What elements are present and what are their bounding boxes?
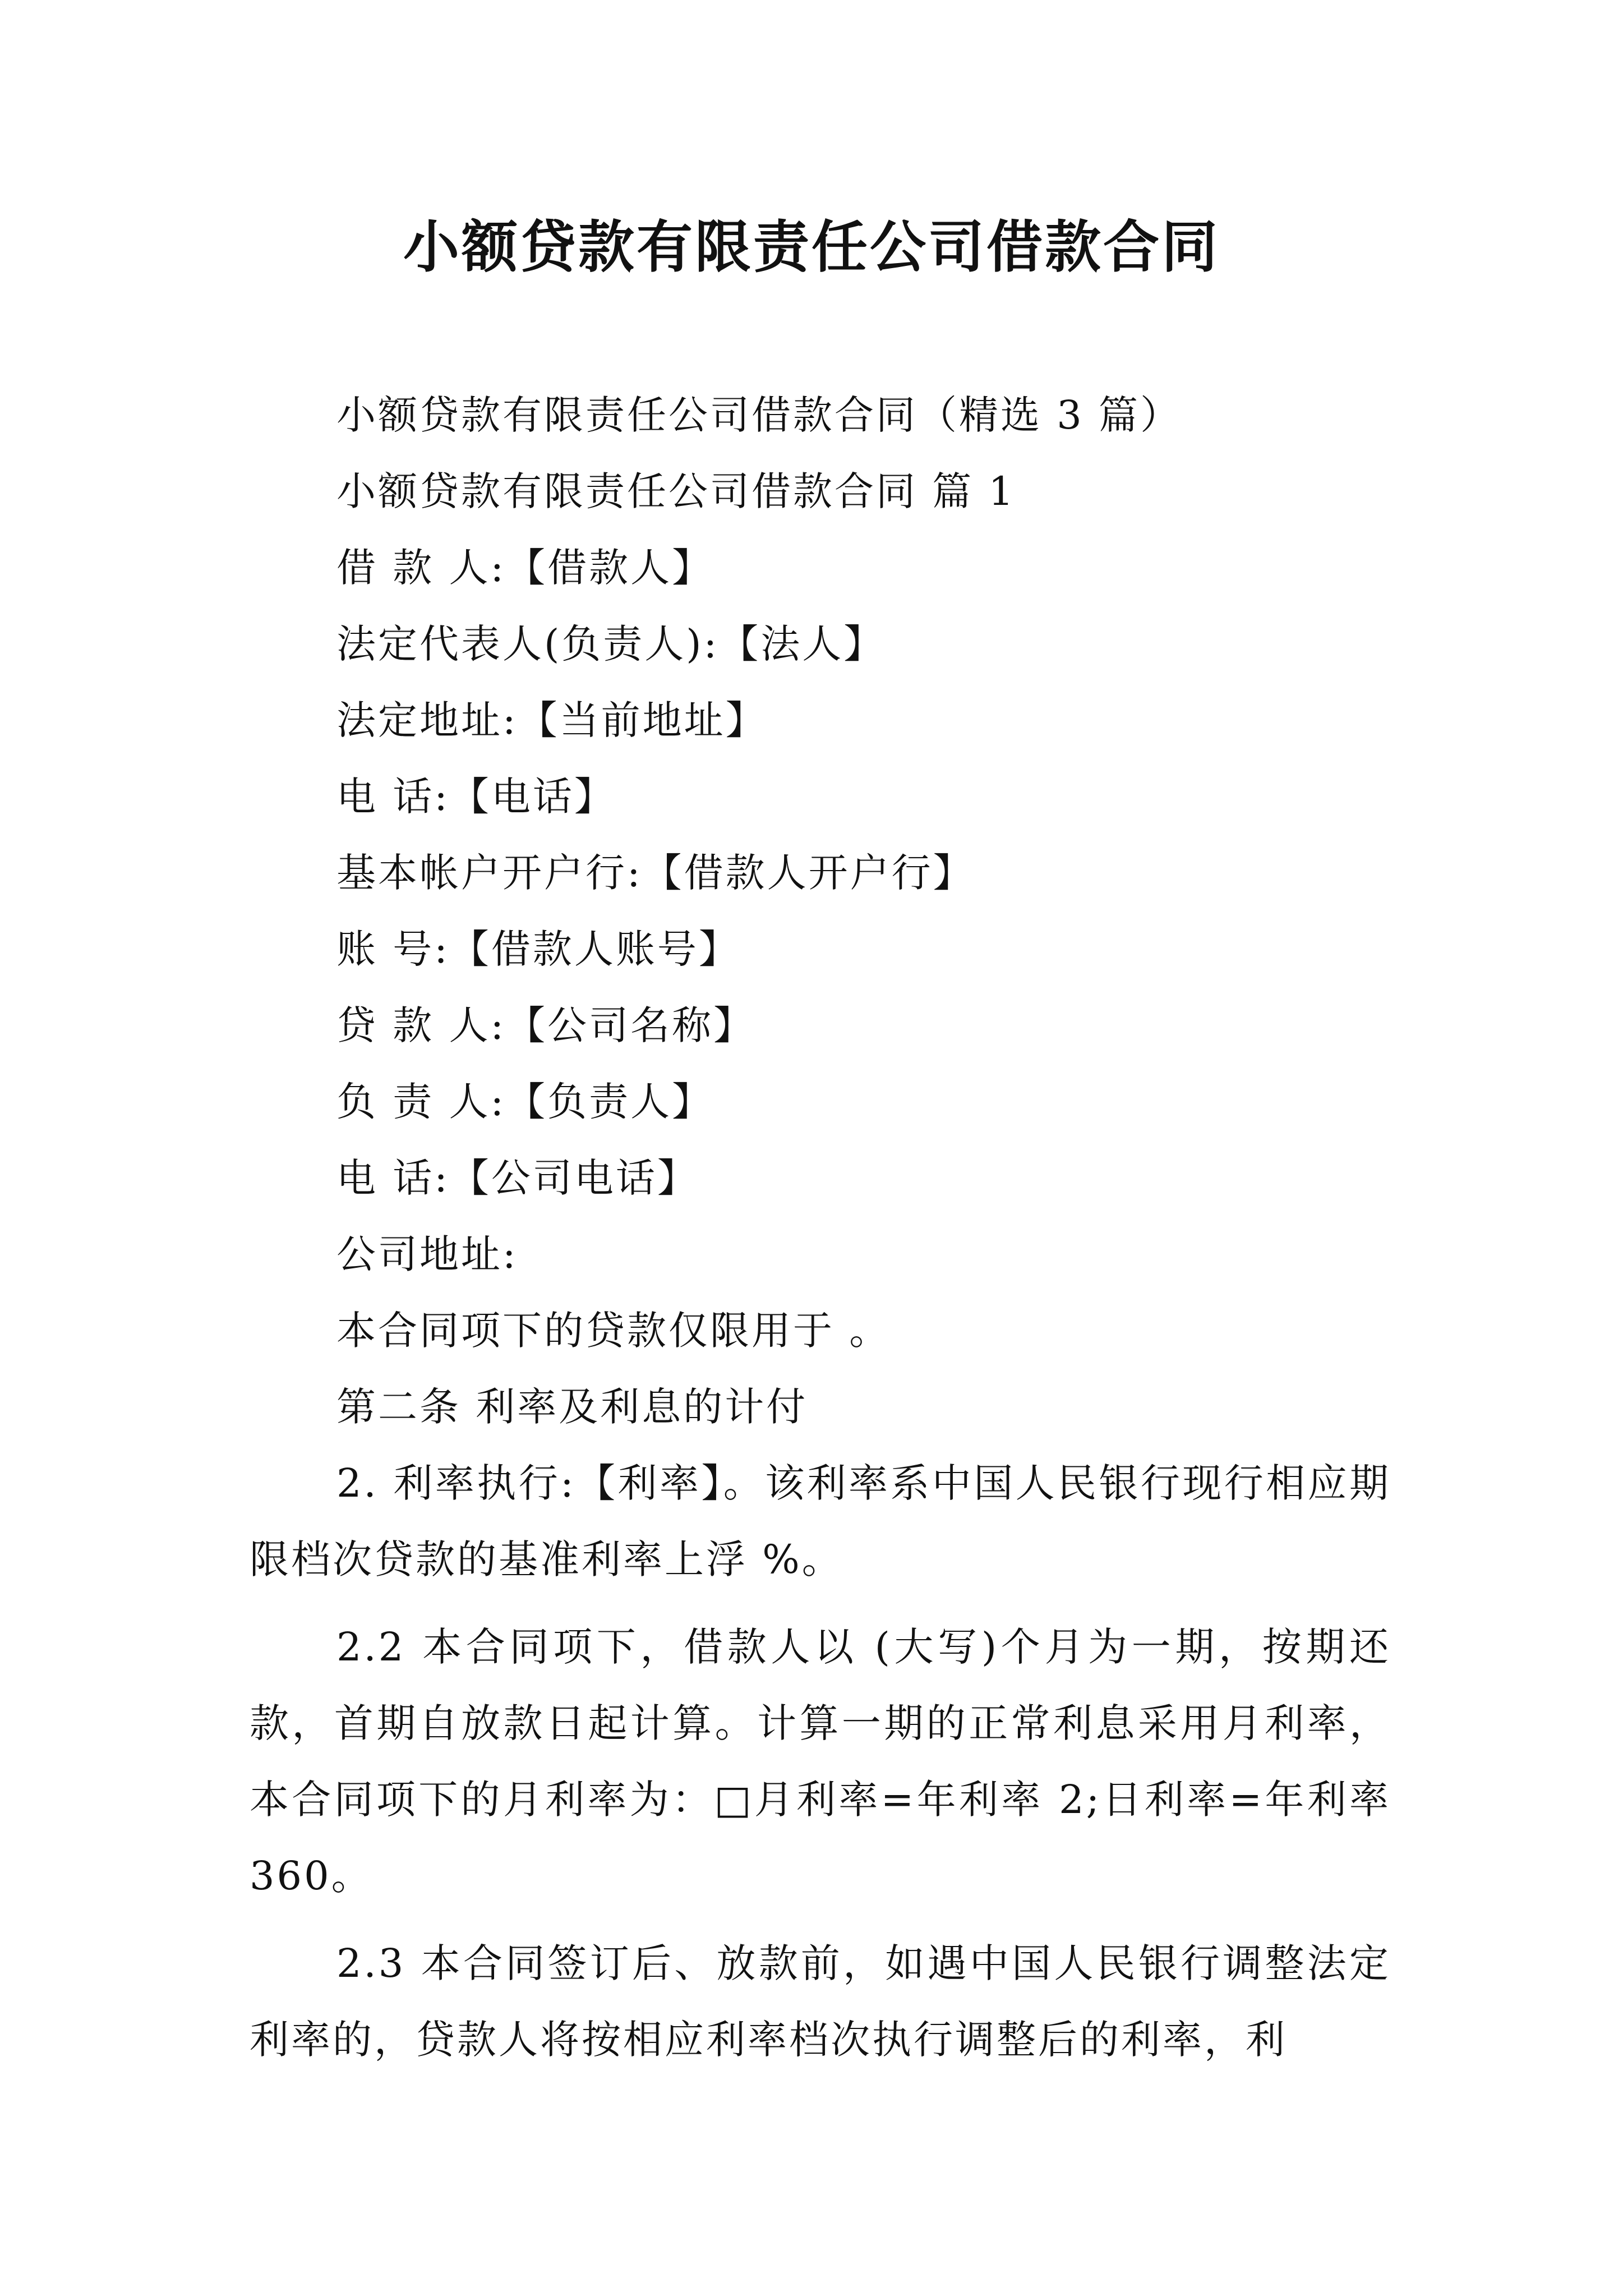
company-phone-line: 电 话:【公司电话】 <box>336 1155 699 1201</box>
paragraph-rate-adjustment: 2.3 本合同签订后、放款前，如遇中国人民银行调整法定利率的，贷款人将按相应利率档次执行调整后的利率，利 <box>250 1940 1391 2063</box>
legal-address-line: 法定地址:【当前地址】 <box>336 697 767 743</box>
paragraph-interest-rate: 2. 利率执行:【利率】。该利率系中国人民银行现行相应期限档次贷款的基准利率上浮 %。 <box>250 1460 1391 1582</box>
document-title: 小额贷款有限责任公司借款合同 <box>403 214 1220 280</box>
document-body <box>250 377 1391 2078</box>
legal-rep-line: 法定代表人(负责人):【法人】 <box>336 621 886 667</box>
phone-line: 电 话:【电话】 <box>336 774 616 820</box>
account-line: 账 号:【借款人账号】 <box>336 926 740 972</box>
paragraph-repayment: 2.2 本合同项下，借款人以 (大写)个月为一期，按期还款，首期自放款日起计算。计算一期的正常利息采用月利率，本合同项下的月利率为：□月利率=年利率 2;日利率=年利率 360。 <box>250 1624 1391 1899</box>
loan-purpose-line: 本合同项下的贷款仅限用于 。 <box>336 1308 891 1354</box>
bank-line: 基本帐户开户行:【借款人开户行】 <box>336 850 975 896</box>
section-heading: 小额贷款有限责任公司借款合同 篇 1 <box>336 468 1016 514</box>
company-address-line: 公司地址: <box>336 1231 518 1277</box>
borrower-line: 借 款 人:【借款人】 <box>336 545 714 591</box>
responsible-person-line: 负 责 人:【负责人】 <box>336 1079 714 1125</box>
article-heading: 第二条 利率及利息的计付 <box>336 1384 808 1430</box>
lender-line: 贷 款 人:【公司名称】 <box>336 1002 755 1048</box>
subtitle-line: 小额贷款有限责任公司借款合同（精选 3 篇） <box>336 392 1182 438</box>
